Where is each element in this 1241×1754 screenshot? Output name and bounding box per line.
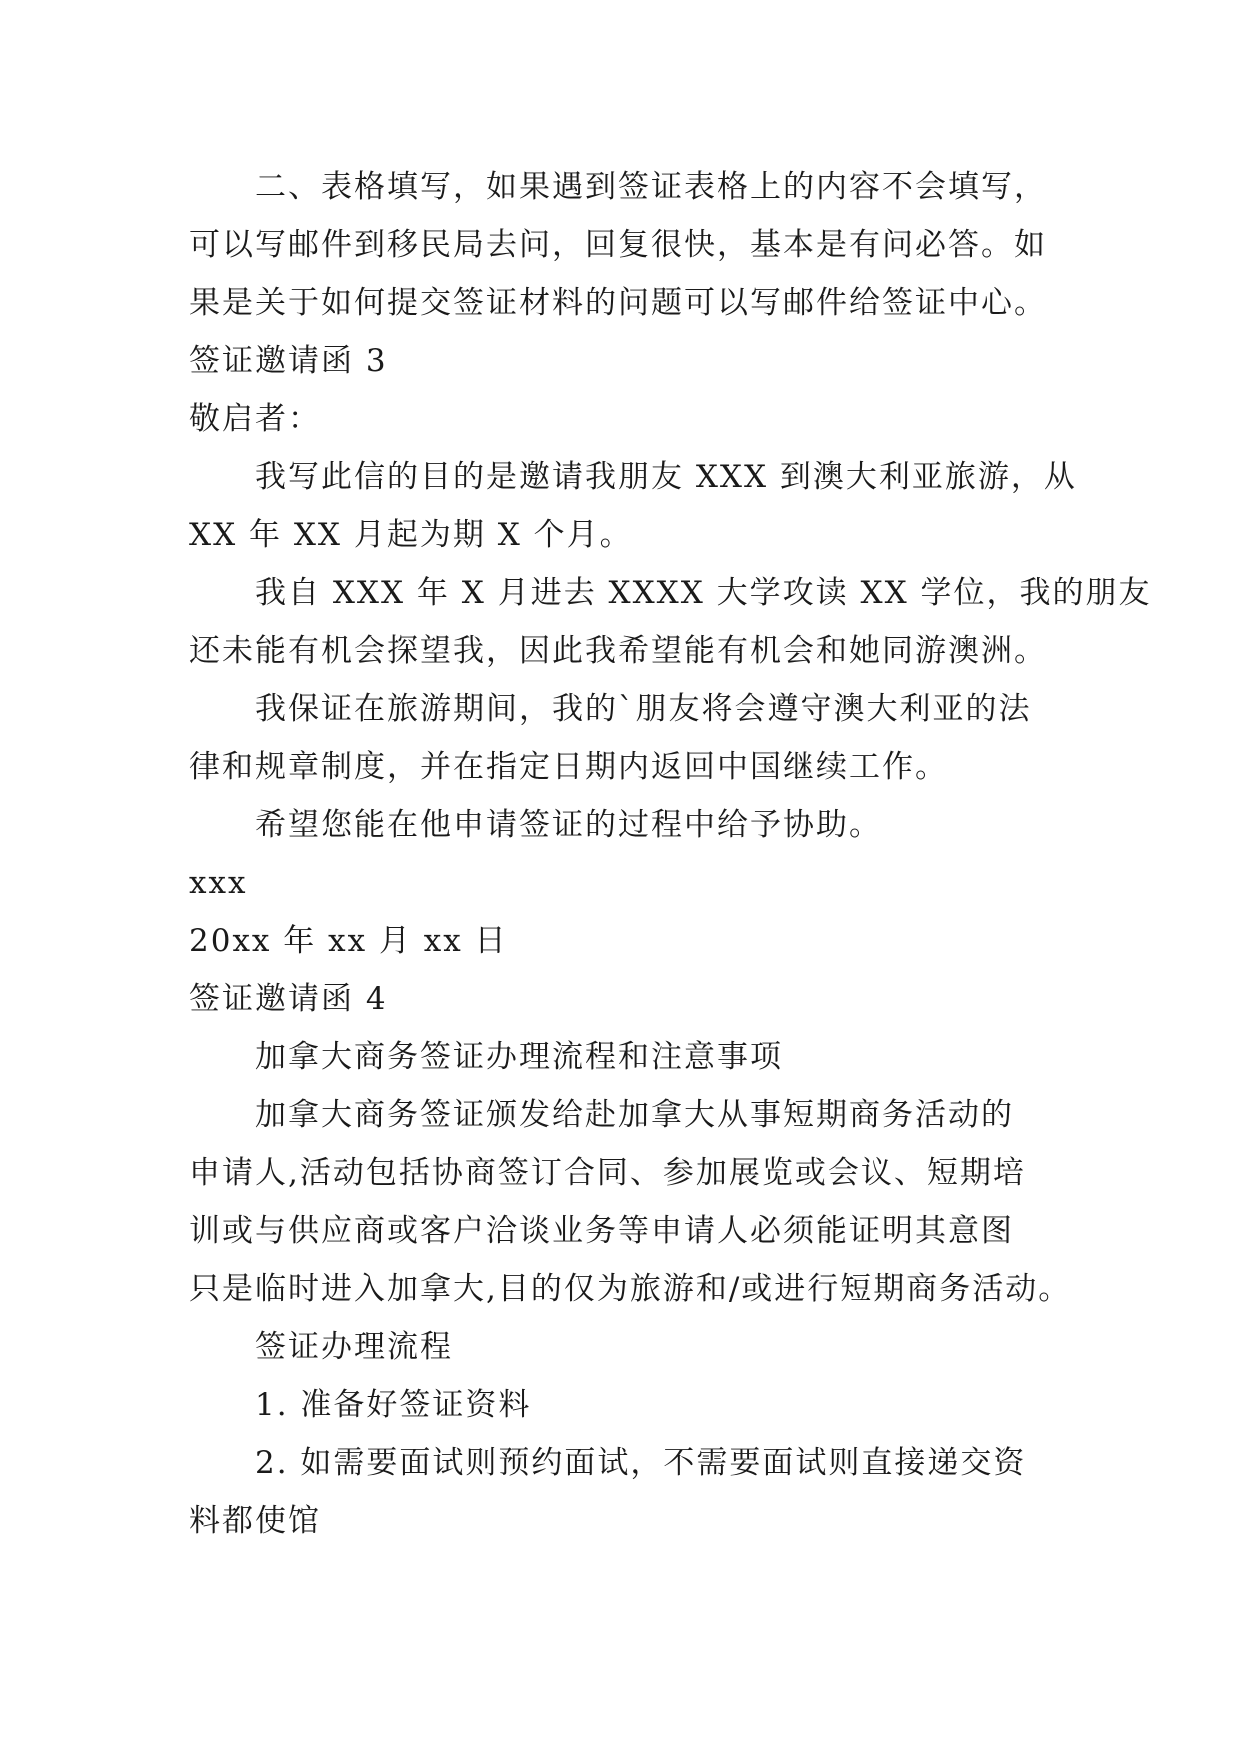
paragraph-line: 希望您能在他申请签证的过程中给予协助。 (255, 807, 882, 843)
paragraph-line: XX 年 XX 月起为期 X 个月。 (189, 517, 633, 553)
list-item: 1. 准备好签证资料 (255, 1387, 532, 1423)
paragraph-line: 我自 XXX 年 X 月进去 XXXX 大学攻读 XX 学位，我的朋友 (255, 575, 1152, 611)
paragraph-line: 果是关于如何提交签证材料的问题可以写邮件给签证中心。 (189, 285, 1047, 321)
paragraph-line: 我保证在旅游期间，我的`朋友将会遵守澳大利亚的法 (255, 691, 1032, 727)
signature-date: 20xx 年 xx 月 xx 日 (189, 923, 508, 959)
section-heading: 签证邀请函 3 (189, 343, 388, 379)
paragraph-line: 二、表格填写，如果遇到签证表格上的内容不会填写， (255, 169, 1047, 205)
paragraph-line: 训或与供应商或客户洽谈业务等申请人必须能证明其意图 (189, 1213, 1014, 1249)
paragraph-line: 加拿大商务签证颁发给赴加拿大从事短期商务活动的 (255, 1097, 1014, 1133)
paragraph-line: 申请人,活动包括协商签订合同、参加展览或会议、短期培 (189, 1155, 1026, 1191)
subsection-heading: 签证办理流程 (255, 1329, 453, 1365)
paragraph-line: 可以写邮件到移民局去问，回复很快，基本是有问必答。如 (189, 227, 1047, 263)
section-heading: 签证邀请函 4 (189, 981, 388, 1017)
signature-name: xxx (189, 865, 248, 901)
paragraph-line: 我写此信的目的是邀请我朋友 XXX 到澳大利亚旅游，从 (255, 459, 1077, 495)
list-item: 2. 如需要面试则预约面试，不需要面试则直接递交资 (255, 1445, 1027, 1481)
paragraph-line: 还未能有机会探望我，因此我希望能有机会和她同游澳洲。 (189, 633, 1047, 669)
paragraph-line: 律和规章制度，并在指定日期内返回中国继续工作。 (189, 749, 948, 785)
paragraph-line: 只是临时进入加拿大,目的仅为旅游和/或进行短期商务活动。 (189, 1271, 1072, 1307)
salutation: 敬启者： (189, 401, 321, 437)
article-title: 加拿大商务签证办理流程和注意事项 (255, 1039, 783, 1075)
list-item-continuation: 料都使馆 (189, 1503, 321, 1539)
